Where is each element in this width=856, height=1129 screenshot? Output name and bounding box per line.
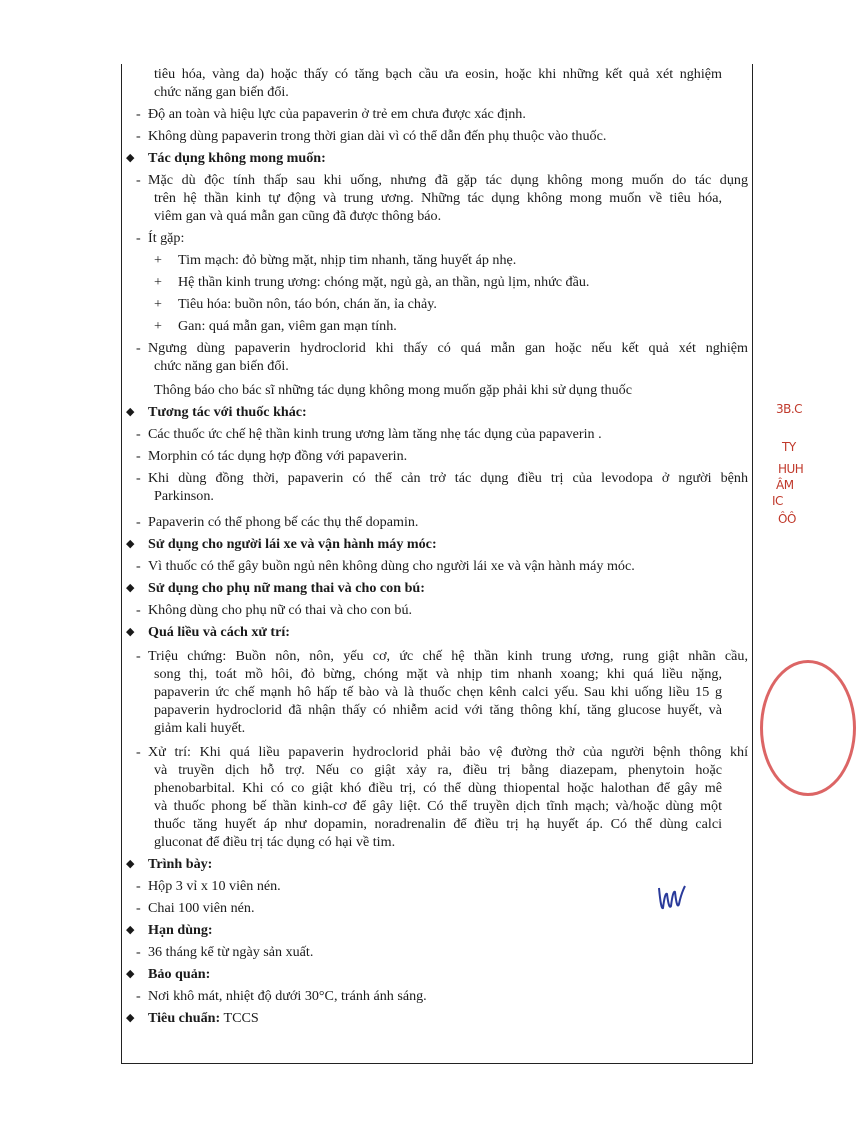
dash-marker: - [136,426,141,442]
diamond-bullet-icon: ◆ [126,152,135,164]
list-item-text: Triệu chứng: Buồn nôn, nôn, yếu cơ, ức chế hệ thần kinh trung ương, rung giật nhãn cầu, [148,648,748,664]
dash-marker: - [136,230,141,246]
continuation-text: chức năng gan biến đổi. [154,358,289,374]
dash-marker: - [136,648,141,664]
sub-list-item-text: Tim mạch: đỏ bừng mặt, nhịp tim nhanh, tăng huyết áp nhẹ. [178,252,517,268]
diamond-bullet-icon: ◆ [126,858,135,870]
continuation-text: gluconat để điều trị tác dụng có hại về tim. [154,834,396,850]
plus-marker: + [154,252,162,268]
list-item-text: Chai 100 viên nén. [148,900,255,916]
diamond-bullet-icon: ◆ [126,582,135,594]
stamp-fragment: 3B.C [776,402,803,416]
sub-list-item-text: Tiêu hóa: buồn nôn, táo bón, chán ăn, ỉa chảy. [178,296,437,312]
stamp-fragment: ÂM [776,478,794,492]
list-item-text: Xử trí: Khi quá liều papaverin hydroclorid phải bảo vệ đường thở của người bệnh thông khí [148,744,748,760]
dash-marker: - [136,602,141,618]
continuation-text: trên hệ thần kinh tự động và trung ương. Những tác dụng không mong muốn về tiêu hóa, [154,190,722,206]
diamond-bullet-icon: ◆ [126,538,135,550]
dash-marker: - [136,470,141,486]
stamp-fragment: TY [782,440,796,454]
continuation-text: song thị, toát mồ hôi, đỏ bừng, chóng mặt và nhịp tim nhanh xoang; khi quá liều nặng, [154,666,722,682]
list-item-text: 36 tháng kể từ ngày sản xuất. [148,944,314,960]
signature-mark [655,880,691,916]
continuation-text: viêm gan và quá mẫn gan cũng đã được thông báo. [154,208,442,224]
section-heading-label: Sử dụng cho người lái xe và vận hành máy móc: [148,536,437,552]
list-item-text: Ít gặp: [148,230,185,246]
section-heading-label: Quá liều và cách xử trí: [148,624,290,640]
plus-marker: + [154,318,162,334]
dash-marker: - [136,172,141,188]
list-item-text: Không dùng cho phụ nữ có thai và cho con bú. [148,602,413,618]
list-item-text: Khi dùng đồng thời, papaverin có thể cản trở tác dụng điều trị của levodopa ở người bệnh [148,470,748,486]
dash-marker: - [136,944,141,960]
continuation-text: papaverin hydroclorid đã nhận thấy có nhiễm acid với tăng thông khí, tăng glucose huyết, và [154,702,722,718]
continuation-text: Parkinson. [154,488,214,504]
dash-marker: - [136,900,141,916]
plus-marker: + [154,274,162,290]
continuation-text: chức năng gan biến đổi. [154,84,289,100]
sub-list-item-text: Gan: quá mẫn gan, viêm gan mạn tính. [178,318,397,334]
dash-marker: - [136,448,141,464]
continuation-text: tiêu hóa, vàng da) hoặc thấy có tăng bạch cầu ưa eosin, hoặc khi những kết quả xét nghiệm [154,66,722,82]
plus-marker: + [154,296,162,312]
section-heading-label: Tác dụng không mong muốn: [148,150,326,166]
continuation-text: thuốc tăng huyết áp như dopamin, noradrenalin để điều trị hạ huyết áp. Có thể dùng calci [154,816,722,832]
list-item-text: Nơi khô mát, nhiệt độ dưới 30°C, tránh ánh sáng. [148,988,427,1004]
section-heading-label: Sử dụng cho phụ nữ mang thai và cho con bú: [148,580,425,596]
section-heading-label: Tiêu chuẩn: TCCS [148,1010,259,1026]
section-heading-label: Bảo quản: [148,966,211,982]
list-item-text: Độ an toàn và hiệu lực của papaverin ở trẻ em chưa được xác định. [148,106,526,122]
dash-marker: - [136,558,141,574]
dash-marker: - [136,744,141,760]
section-heading-label: Hạn dùng: [148,922,213,938]
diamond-bullet-icon: ◆ [126,1012,135,1024]
continuation-text: và thuốc phong bế thần kinh-cơ để gây liệt. Có thể truyền dịch tĩnh mạch; và/hoặc dùng một [154,798,722,814]
dash-marker: - [136,340,141,356]
diamond-bullet-icon: ◆ [126,924,135,936]
section-heading-value: TCCS [220,1010,259,1026]
list-item-text: Morphin có tác dụng hợp đồng với papaverin. [148,448,408,464]
dash-marker: - [136,878,141,894]
dash-marker: - [136,128,141,144]
list-item-text: Papaverin có thể phong bế các thụ thể dopamin. [148,514,419,530]
list-item-text: Ngưng dùng papaverin hydroclorid khi thấy có quá mẫn gan hoặc nếu kết quả xét nghiệm [148,340,748,356]
diamond-bullet-icon: ◆ [126,968,135,980]
diamond-bullet-icon: ◆ [126,406,135,418]
list-item-text: Không dùng papaverin trong thời gian dài vì có thể dẫn đến phụ thuộc vào thuốc. [148,128,607,144]
continuation-text: và truyền dịch hỗ trợ. Nếu co giật xảy ra, điều trị bằng diazepam, phenytoin hoặc [154,762,722,778]
continuation-text: papaverin ức chế mạnh hô hấp tế bào và là thuốc chẹn kênh calci yếu. Sau khi uống liều 15 g [154,684,722,700]
list-item-text: Vì thuốc có thể gây buồn ngủ nên không dùng cho người lái xe và vận hành máy móc. [148,558,635,574]
list-item-text: Các thuốc ức chế hệ thần kinh trung ương làm tăng nhẹ tác dụng của papaverin . [148,426,602,442]
dash-marker: - [136,988,141,1004]
stamp-fragment: HUH [778,462,804,476]
continuation-text: giảm kali huyết. [154,720,246,736]
section-heading-label: Trình bày: [148,856,213,872]
diamond-bullet-icon: ◆ [126,626,135,638]
section-heading-label: Tương tác với thuốc khác: [148,404,307,420]
list-item-text: Mặc dù độc tính thấp sau khi uống, nhưng đã gặp tác dụng không mong muốn do tác dụng [148,172,748,188]
stamp-fragment: IC [772,494,783,508]
continuation-text: Thông báo cho bác sĩ những tác dụng không mong muốn gặp phải khi sử dụng thuốc [154,382,632,398]
sub-list-item-text: Hệ thần kinh trung ương: chóng mặt, ngủ gà, an thần, ngủ lịm, nhức đầu. [178,274,590,290]
list-item-text: Hộp 3 vỉ x 10 viên nén. [148,878,281,894]
stamp-fragment: ÔÔ [778,512,796,526]
circular-stamp [760,660,856,796]
dash-marker: - [136,106,141,122]
continuation-text: phenobarbital. Khi có co giật khó điều trị, có thể dùng thiopental hoặc halothan để gây mê [154,780,722,796]
dash-marker: - [136,514,141,530]
